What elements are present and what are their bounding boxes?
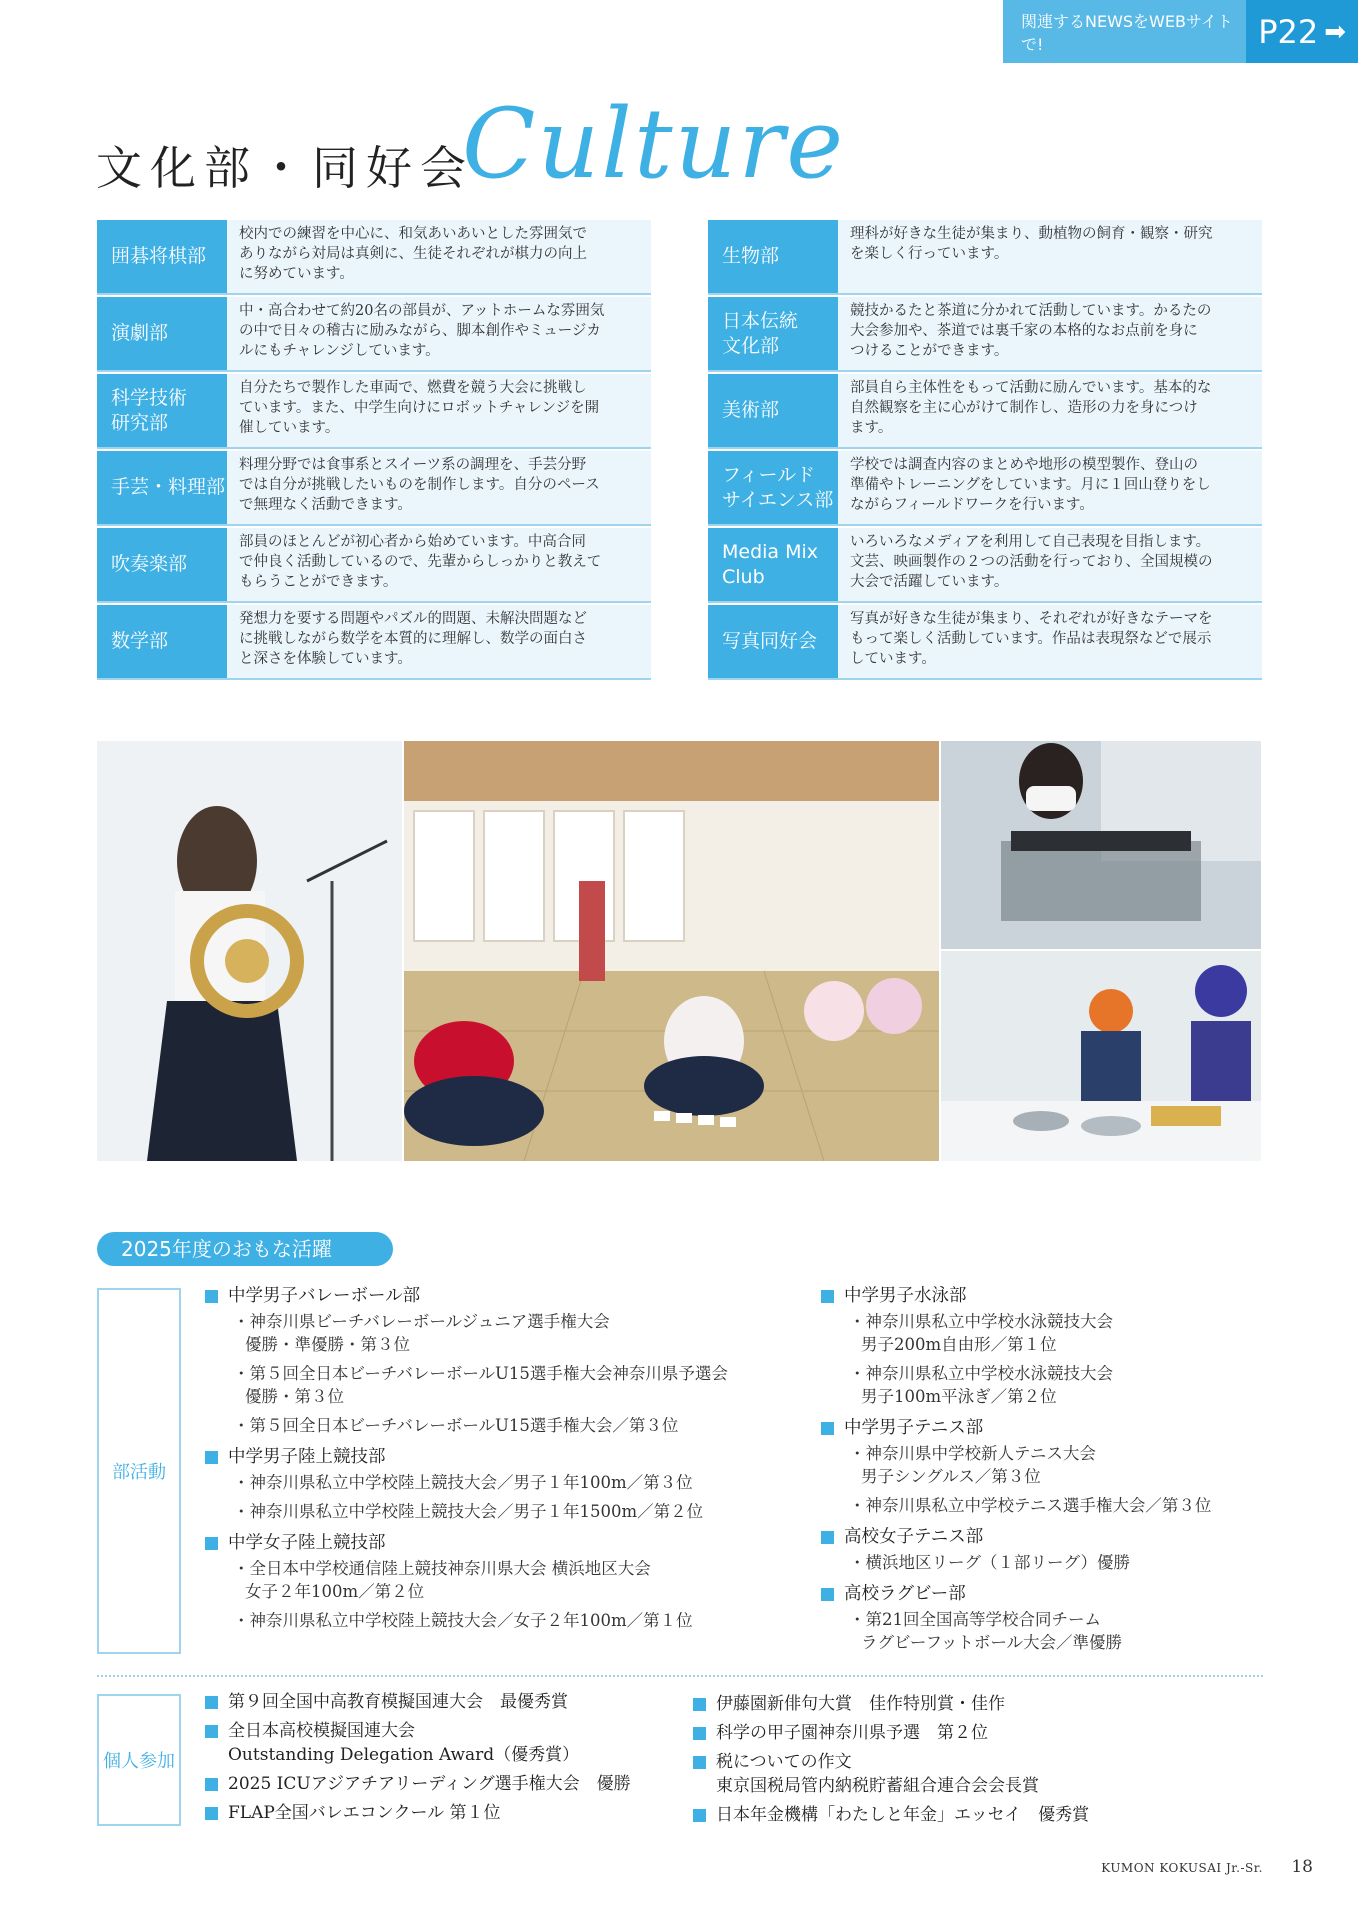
club-description (838, 451, 1262, 524)
arrow-right-icon: ➡ (1324, 16, 1346, 47)
club-description (227, 220, 651, 293)
individual-award-line: 東京国税局管内納税貯蓄組合連合会会長賞 (716, 1776, 1039, 1796)
square-bullet-icon (205, 1696, 218, 1709)
club-description-line: に挑戦しながら数学を本質的に理解し、数学の面白さ (239, 631, 587, 647)
activity-entry-line: ・第５回全日本ビーチバレーボールU15選手権大会神奈川県予選会 (233, 1364, 728, 1383)
footer-brand: KUMON KOKUSAI Jr.-Sr. (1101, 1861, 1263, 1875)
square-bullet-icon (693, 1756, 706, 1769)
club-name-line: 科学技術 (111, 386, 188, 409)
club-row (708, 451, 1262, 526)
club-row (708, 220, 1262, 295)
club-name-line: 演劇部 (111, 322, 169, 344)
club-name-line: サイエンス部 (722, 488, 834, 511)
activity-entry-line: ・神奈川県私立中学校陸上競技大会／男子１年1500m／第２位 (233, 1502, 704, 1521)
club-description (227, 374, 651, 447)
activity-entry (821, 1608, 1261, 1654)
club-description (838, 528, 1262, 601)
club-name-line: 美術部 (722, 399, 780, 421)
club-description-line: 部員自ら主体性をもって活動に励んでいます。基本的な (850, 380, 1212, 396)
photo-karuta-room (404, 741, 939, 1161)
individual-award-line: 科学の甲子園神奈川県予選 第２位 (716, 1723, 988, 1743)
activity-entry (205, 1362, 815, 1408)
club-description (838, 297, 1262, 370)
activity-entry-line: 男子200m自由形／第１位 (861, 1335, 1057, 1354)
individual-award-line: 全日本高校模擬国連大会 (228, 1721, 415, 1741)
club-description-line: の中で日々の稽古に励みながら、脚本創作やミュージカ (239, 323, 601, 339)
club-description (838, 605, 1262, 678)
club-description-line: 部員のほとんどが初心者から始めています。中高合同 (239, 534, 586, 550)
activity-entry-line: ラグビーフットボール大会／準優勝 (861, 1633, 1123, 1652)
club-name (97, 451, 227, 524)
photo-biology-club (941, 741, 1261, 949)
activity-category-label: 中学男子水泳部 (844, 1286, 967, 1306)
club-description-line: 発想力を要する問題やパズル的問題、未解決問題など (239, 611, 587, 627)
club-row (97, 297, 651, 372)
activity-entry-line: ・神奈川県私立中学校水泳競技大会 (849, 1312, 1113, 1331)
club-name (708, 374, 838, 447)
club-name-line: 生物部 (722, 245, 780, 267)
activity-entry-line: 女子２年100m／第２位 (245, 1582, 425, 1601)
individual-award (693, 1750, 1263, 1798)
square-bullet-icon (821, 1588, 834, 1601)
club-row (708, 297, 1262, 372)
activities-badge: 2025年度のおもな活躍 (97, 1232, 393, 1266)
club-name (708, 605, 838, 678)
individual-label: 個人参加 (97, 1694, 181, 1826)
individual-award-text (228, 1772, 631, 1796)
club-name (708, 297, 838, 370)
club-description-line: 自然観察を主に心がけて制作し、造形の力を身につけ (850, 400, 1198, 416)
individual-right (693, 1692, 1263, 1832)
activity-entry (821, 1442, 1261, 1488)
news-link[interactable] (1003, 0, 1358, 63)
square-bullet-icon (205, 1290, 218, 1303)
club-name-line: 数学部 (111, 630, 169, 652)
activity-category-label: 高校女子テニス部 (844, 1527, 984, 1547)
club-name-text (722, 463, 833, 513)
individual-award-line: 2025 ICUアジアチアリーディング選手権大会 優勝 (228, 1774, 631, 1794)
activity-entry (821, 1494, 1261, 1517)
club-description-line: 競技かるたと茶道に分かれて活動しています。かるたの (850, 303, 1212, 319)
title-script: Culture (462, 88, 846, 200)
club-description-line: ています。また、中学生向けにロボットチャレンジを開 (239, 400, 600, 416)
club-name-text (111, 552, 187, 577)
club-row (708, 374, 1262, 449)
club-description-line: 大会参加や、茶道では裏千家の本格的なお点前を身に (850, 323, 1198, 339)
individual-award (205, 1690, 675, 1714)
club-description-line: しています。 (850, 651, 936, 667)
club-name-line: 研究部 (111, 411, 169, 434)
club-description (227, 297, 651, 370)
activity-entry-line: ・神奈川県ビーチバレーボールジュニア選手権大会 (233, 1312, 610, 1331)
activity-entry (205, 1471, 815, 1494)
photo-horn-illustration (97, 741, 402, 1161)
club-description-line: 準備やトレーニングをしています。月に１回山登りをし (850, 477, 1211, 493)
club-name-text (722, 629, 817, 654)
club-description-line: ます。 (850, 420, 893, 436)
club-name-text (722, 540, 818, 590)
activity-category-label: 中学男子テニス部 (844, 1418, 984, 1438)
individual-award-text (716, 1803, 1089, 1827)
club-name (97, 220, 227, 293)
photo-horn-player (97, 741, 402, 1161)
club-description (227, 528, 651, 601)
activity-entry-line: ・神奈川県私立中学校水泳競技大会 (849, 1364, 1113, 1383)
club-description-line: に努めています。 (239, 266, 354, 282)
club-name (708, 528, 838, 601)
club-description-line: で仲良く活動しているので、先輩からしっかりと教えて (239, 554, 602, 570)
activity-entry-line: ・横浜地区リーグ（１部リーグ）優勝 (849, 1553, 1130, 1572)
club-name (708, 220, 838, 293)
activity-category (821, 1580, 1261, 1608)
individual-award-text (716, 1750, 1039, 1798)
club-description-line: いろいろなメディアを利用して自己表現を目指します。 (850, 534, 1211, 550)
club-name-text (111, 475, 225, 500)
individual-award-line: 税についての作文 (716, 1752, 852, 1772)
club-name-line: 日本伝統 (722, 309, 799, 332)
activity-category-label: 中学男子バレーボール部 (228, 1286, 421, 1306)
photo-cooking-illustration (941, 951, 1261, 1161)
activity-category-label: 中学女子陸上競技部 (228, 1533, 386, 1553)
activity-entry (821, 1551, 1261, 1574)
page-number: 18 (1291, 1857, 1313, 1877)
activity-entry-line: ・神奈川県私立中学校陸上競技大会／男子１年100m／第３位 (233, 1473, 693, 1492)
activity-entry-line: ・第21回全国高等学校合同チーム (849, 1610, 1101, 1629)
square-bullet-icon (821, 1290, 834, 1303)
individual-award-line: 第９回全国中高教育模擬国連大会 最優秀賞 (228, 1692, 568, 1712)
activity-entry (205, 1310, 815, 1356)
club-name-line: 手芸・料理部 (111, 476, 226, 498)
club-activities-label: 部活動 (97, 1288, 181, 1654)
activity-entry-line: ・神奈川県中学校新人テニス大会 (849, 1444, 1096, 1463)
club-row (97, 451, 651, 526)
club-description-line: 催しています。 (239, 420, 340, 436)
news-link-label: 関連するNEWSをWEBサイトで! (1021, 11, 1233, 54)
club-name-line: 写真同好会 (722, 630, 818, 652)
club-description-line: 文芸、映画製作の２つの活動を行っており、全国規模の (850, 554, 1213, 570)
individual-award-text (228, 1719, 579, 1767)
club-name-text (111, 244, 206, 269)
activity-entry-line: ・神奈川県私立中学校テニス選手権大会／第３位 (849, 1496, 1212, 1515)
club-name-line: 囲碁将棋部 (111, 245, 207, 267)
activity-category (821, 1523, 1261, 1551)
square-bullet-icon (693, 1727, 706, 1740)
club-name-text (111, 386, 187, 436)
activity-entry (205, 1500, 815, 1523)
activity-entry-line: 男子100m平泳ぎ／第２位 (861, 1387, 1057, 1406)
club-description-line: ながらフィールドワークを行います。 (850, 497, 1094, 513)
square-bullet-icon (205, 1451, 218, 1464)
individual-award-line: FLAP全国バレエコンクール 第１位 (228, 1803, 501, 1823)
club-description (838, 374, 1262, 447)
activity-entry (821, 1310, 1261, 1356)
individual-award-text (228, 1690, 568, 1714)
activity-entry-line: 優勝・第３位 (245, 1387, 344, 1406)
individual-award (205, 1801, 675, 1825)
photo-biology-illustration (941, 741, 1261, 949)
activity-category (205, 1282, 815, 1310)
activity-category (821, 1282, 1261, 1310)
individual-award-text (716, 1692, 1005, 1716)
club-description-line: を楽しく行っています。 (850, 246, 1009, 262)
activity-category-label: 中学男子陸上競技部 (228, 1447, 386, 1467)
club-description (838, 220, 1262, 293)
club-name-line: Club (722, 565, 765, 588)
club-row (97, 220, 651, 295)
club-description (227, 605, 651, 678)
club-name-text (722, 244, 779, 269)
individual-award-line: 日本年金機構「わたしと年金」エッセイ 優秀賞 (716, 1805, 1090, 1825)
club-name (97, 528, 227, 601)
individual-award (693, 1803, 1263, 1827)
individual-award-text (716, 1721, 988, 1745)
individual-left (205, 1690, 675, 1830)
activity-entry-line: ・第５回全日本ビーチバレーボールU15選手権大会／第３位 (233, 1416, 679, 1435)
activity-category (205, 1443, 815, 1471)
club-description-line: 理科が好きな生徒が集まり、動植物の飼育・観察・研究 (850, 226, 1213, 242)
club-name-line: Media Mix (722, 540, 819, 563)
club-description-line: と深さを体験しています。 (239, 651, 412, 667)
club-description-line: 料理分野では食事系とスイーツ系の調理を、手芸分野 (239, 457, 587, 473)
activity-category-label: 高校ラグビー部 (844, 1584, 966, 1604)
activity-entry (205, 1414, 815, 1437)
club-description-line: 写真が好きな生徒が集まり、それぞれが好きなテーマを (850, 611, 1213, 627)
club-name (97, 297, 227, 370)
club-row (708, 605, 1262, 680)
individual-award (693, 1692, 1263, 1716)
club-name (97, 605, 227, 678)
club-name-text (111, 321, 168, 346)
club-table-left (97, 220, 651, 682)
activity-entry (821, 1362, 1261, 1408)
section-divider (97, 1675, 1263, 1677)
club-description-line: もって楽しく活動しています。作品は表現祭などで展示 (850, 631, 1212, 647)
individual-award (205, 1772, 675, 1796)
club-name-line: 文化部 (722, 334, 780, 357)
activity-entry-line: 男子シングルス／第３位 (861, 1467, 1041, 1486)
club-description-line: 自分たちで製作した車両で、燃費を競う大会に挑戦し (239, 380, 587, 396)
club-name-text (111, 629, 168, 654)
club-name-text (722, 309, 798, 359)
individual-award (205, 1719, 675, 1767)
club-name (708, 451, 838, 524)
square-bullet-icon (821, 1531, 834, 1544)
club-name-line: 吹奏楽部 (111, 553, 188, 575)
club-description-line: ルにもチャレンジしています。 (239, 343, 440, 359)
individual-award-text (228, 1801, 501, 1825)
activity-entry-line: 優勝・準優勝・第３位 (245, 1335, 410, 1354)
club-name (97, 374, 227, 447)
activity-category (205, 1529, 815, 1557)
news-link-page-number: P22 (1258, 12, 1319, 51)
club-description-line: ありながら対局は真剣に、生徒それぞれが棋力の向上 (239, 246, 587, 262)
club-activities-right (821, 1282, 1261, 1660)
news-link-page (1246, 0, 1358, 63)
club-table-right (708, 220, 1262, 682)
club-name-line: フィールド (722, 463, 816, 486)
activity-entry (205, 1557, 815, 1603)
square-bullet-icon (205, 1725, 218, 1738)
square-bullet-icon (205, 1537, 218, 1550)
club-description-line: 中・高合わせて約20名の部員が、アットホームな雰囲気 (239, 303, 605, 319)
activity-entry-line: ・神奈川県私立中学校陸上競技大会／女子２年100m／第１位 (233, 1611, 693, 1630)
club-description-line: では自分が挑戦したいものを制作します。自分のペース (239, 477, 600, 493)
club-description-line: 校内での練習を中心に、和気あいあいとした雰囲気で (239, 226, 587, 242)
individual-award (693, 1721, 1263, 1745)
club-row (97, 528, 651, 603)
activity-entry-line: ・全日本中学校通信陸上競技神奈川県大会 横浜地区大会 (233, 1559, 651, 1578)
activity-entry (205, 1609, 815, 1632)
square-bullet-icon (821, 1422, 834, 1435)
club-description-line: 学校では調査内容のまとめや地形の模型製作、登山の (850, 457, 1198, 473)
individual-award-line: 伊藤園新俳句大賞 佳作特別賞・佳作 (716, 1694, 1005, 1714)
square-bullet-icon (693, 1698, 706, 1711)
club-name-text (722, 398, 779, 423)
square-bullet-icon (205, 1807, 218, 1820)
square-bullet-icon (693, 1809, 706, 1822)
club-row (97, 605, 651, 680)
club-description-line: つけることができます。 (850, 343, 1009, 359)
page-title: 文化部・同好会 (96, 141, 474, 195)
activity-category (821, 1414, 1261, 1442)
club-row (708, 528, 1262, 603)
individual-award-line: Outstanding Delegation Award（優秀賞） (228, 1745, 580, 1765)
club-row (97, 374, 651, 449)
photo-karuta-illustration (404, 741, 939, 1161)
photo-cooking-club (941, 951, 1261, 1161)
club-description-line: で無理なく活動できます。 (239, 497, 412, 513)
club-description-line: もらうことができます。 (239, 574, 398, 590)
club-description-line: 大会で活躍しています。 (850, 574, 1009, 590)
square-bullet-icon (205, 1778, 218, 1791)
club-description (227, 451, 651, 524)
club-activities-left (205, 1282, 815, 1638)
